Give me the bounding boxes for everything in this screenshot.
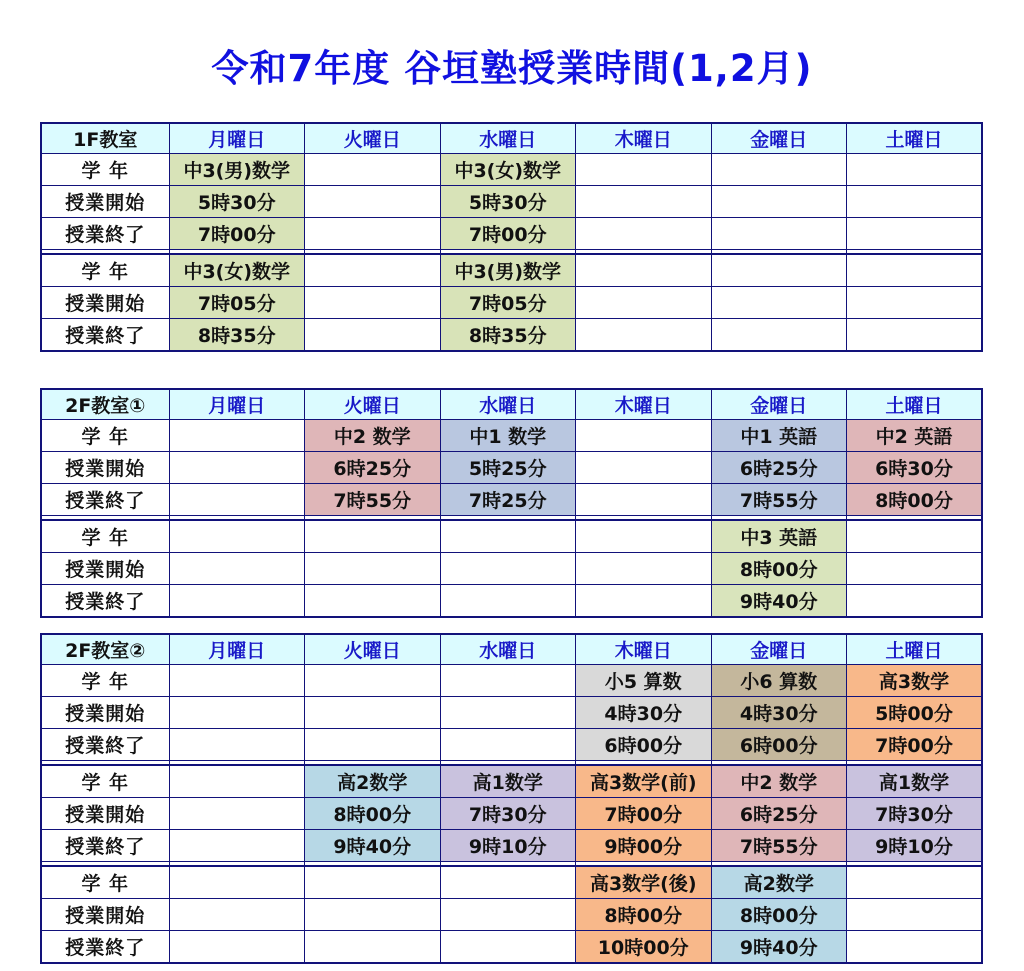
- empty-cell: [305, 866, 441, 899]
- empty-cell: [169, 866, 305, 899]
- empty-cell: [576, 186, 712, 218]
- empty-cell: [169, 697, 305, 729]
- empty-cell: [440, 866, 576, 899]
- start-time-cell: 4時30分: [576, 697, 712, 729]
- room-name: 2F教室②: [41, 634, 169, 665]
- empty-cell: [847, 553, 983, 585]
- empty-cell: [847, 866, 983, 899]
- empty-cell: [576, 420, 712, 452]
- row-label-start: 授業開始: [41, 899, 169, 931]
- empty-cell: [169, 830, 305, 862]
- end-time-cell: 8時35分: [440, 319, 576, 352]
- class-cell: 高3数学(前): [576, 765, 712, 798]
- day-header-fri: 金曜日: [711, 123, 847, 154]
- empty-cell: [305, 287, 441, 319]
- row-label-grade: 学 年: [41, 765, 169, 798]
- row-label-end: 授業終了: [41, 585, 169, 618]
- empty-cell: [576, 484, 712, 516]
- class-cell: 中2 英語: [847, 420, 983, 452]
- empty-cell: [169, 484, 305, 516]
- empty-cell: [576, 520, 712, 553]
- empty-cell: [305, 931, 441, 964]
- day-header-tue: 火曜日: [305, 389, 441, 420]
- page-title: 令和7年度 谷垣塾授業時間(1,2月): [211, 47, 813, 90]
- empty-cell: [440, 697, 576, 729]
- day-header-wed: 水曜日: [440, 634, 576, 665]
- start-time-cell: 7時05分: [440, 287, 576, 319]
- empty-cell: [305, 665, 441, 697]
- empty-cell: [169, 520, 305, 553]
- row-label-grade: 学 年: [41, 420, 169, 452]
- schedule-table-2f-1: [40, 388, 983, 618]
- empty-cell: [169, 665, 305, 697]
- end-time-cell: 7時00分: [169, 218, 305, 250]
- start-row: [41, 697, 982, 729]
- class-cell: 中3(男)数学: [440, 254, 576, 287]
- empty-cell: [305, 899, 441, 931]
- end-time-cell: 7時25分: [440, 484, 576, 516]
- start-time-cell: 8時00分: [576, 899, 712, 931]
- empty-cell: [169, 765, 305, 798]
- day-header-tue: 火曜日: [305, 634, 441, 665]
- end-time-cell: 9時10分: [847, 830, 983, 862]
- start-time-cell: 7時00分: [576, 798, 712, 830]
- end-time-cell: 7時55分: [711, 830, 847, 862]
- empty-cell: [847, 287, 983, 319]
- end-time-cell: 8時00分: [847, 484, 983, 516]
- row-label-end: 授業終了: [41, 729, 169, 761]
- day-header-thu: 木曜日: [576, 389, 712, 420]
- class-cell: 中1 英語: [711, 420, 847, 452]
- empty-cell: [169, 420, 305, 452]
- day-header-thu: 木曜日: [576, 634, 712, 665]
- start-time-cell: 5時30分: [440, 186, 576, 218]
- day-header-sat: 土曜日: [847, 123, 983, 154]
- row-label-end: 授業終了: [41, 319, 169, 352]
- row-label-start: 授業開始: [41, 452, 169, 484]
- grade-row: [41, 765, 982, 798]
- class-cell: 高2数学: [305, 765, 441, 798]
- end-time-cell: 9時00分: [576, 830, 712, 862]
- table-header-row: [41, 634, 982, 665]
- empty-cell: [305, 729, 441, 761]
- class-cell: 中1 数学: [440, 420, 576, 452]
- row-label-grade: 学 年: [41, 665, 169, 697]
- day-header-fri: 金曜日: [711, 634, 847, 665]
- start-time-cell: 5時30分: [169, 186, 305, 218]
- start-time-cell: 8時00分: [711, 899, 847, 931]
- empty-cell: [576, 319, 712, 352]
- class-cell: 中2 数学: [711, 765, 847, 798]
- empty-cell: [576, 452, 712, 484]
- end-time-cell: 9時40分: [305, 830, 441, 862]
- day-header-fri: 金曜日: [711, 389, 847, 420]
- start-time-cell: 5時25分: [440, 452, 576, 484]
- row-label-end: 授業終了: [41, 218, 169, 250]
- class-cell: 小5 算数: [576, 665, 712, 697]
- row-label-start: 授業開始: [41, 186, 169, 218]
- start-row: [41, 287, 982, 319]
- empty-cell: [711, 154, 847, 186]
- empty-cell: [305, 520, 441, 553]
- day-header-tue: 火曜日: [305, 123, 441, 154]
- empty-cell: [440, 553, 576, 585]
- empty-cell: [305, 553, 441, 585]
- empty-cell: [169, 899, 305, 931]
- empty-cell: [440, 899, 576, 931]
- class-cell: 中3(女)数学: [169, 254, 305, 287]
- empty-cell: [305, 186, 441, 218]
- end-time-cell: 9時40分: [711, 931, 847, 964]
- empty-cell: [847, 520, 983, 553]
- row-label-grade: 学 年: [41, 254, 169, 287]
- empty-cell: [169, 553, 305, 585]
- end-row: [41, 729, 982, 761]
- start-time-cell: 7時30分: [847, 798, 983, 830]
- day-header-mon: 月曜日: [169, 123, 305, 154]
- class-cell: 高2数学: [711, 866, 847, 899]
- empty-cell: [305, 697, 441, 729]
- empty-cell: [576, 287, 712, 319]
- empty-cell: [169, 452, 305, 484]
- end-time-cell: 7時00分: [440, 218, 576, 250]
- end-time-cell: 10時00分: [576, 931, 712, 964]
- row-label-start: 授業開始: [41, 697, 169, 729]
- room-name: 1F教室: [41, 123, 169, 154]
- empty-cell: [711, 254, 847, 287]
- start-time-cell: 8時00分: [305, 798, 441, 830]
- empty-cell: [305, 218, 441, 250]
- row-label-start: 授業開始: [41, 287, 169, 319]
- class-cell: 中3(男)数学: [169, 154, 305, 186]
- row-label-grade: 学 年: [41, 154, 169, 186]
- empty-cell: [847, 899, 983, 931]
- empty-cell: [847, 319, 983, 352]
- empty-cell: [711, 287, 847, 319]
- class-cell: 中3 英語: [711, 520, 847, 553]
- row-label-end: 授業終了: [41, 830, 169, 862]
- end-time-cell: 6時00分: [711, 729, 847, 761]
- empty-cell: [440, 585, 576, 618]
- empty-cell: [169, 798, 305, 830]
- start-row: [41, 899, 982, 931]
- table-header-row: [41, 123, 982, 154]
- end-time-cell: 7時55分: [305, 484, 441, 516]
- row-label-grade: 学 年: [41, 866, 169, 899]
- empty-cell: [440, 665, 576, 697]
- empty-cell: [576, 154, 712, 186]
- class-cell: 中2 数学: [305, 420, 441, 452]
- table-header-row: [41, 389, 982, 420]
- start-time-cell: 7時05分: [169, 287, 305, 319]
- empty-cell: [576, 254, 712, 287]
- empty-cell: [847, 254, 983, 287]
- day-header-sat: 土曜日: [847, 634, 983, 665]
- start-row: [41, 452, 982, 484]
- end-time-cell: 9時10分: [440, 830, 576, 862]
- empty-cell: [576, 585, 712, 618]
- start-time-cell: 6時25分: [711, 452, 847, 484]
- row-label-start: 授業開始: [41, 798, 169, 830]
- empty-cell: [440, 931, 576, 964]
- empty-cell: [847, 585, 983, 618]
- start-time-cell: 7時30分: [440, 798, 576, 830]
- end-row: [41, 585, 982, 618]
- empty-cell: [169, 585, 305, 618]
- end-row: [41, 218, 982, 250]
- end-time-cell: 8時35分: [169, 319, 305, 352]
- empty-cell: [169, 729, 305, 761]
- empty-cell: [711, 218, 847, 250]
- empty-cell: [305, 585, 441, 618]
- grade-row: [41, 420, 982, 452]
- empty-cell: [711, 186, 847, 218]
- empty-cell: [440, 520, 576, 553]
- empty-cell: [440, 729, 576, 761]
- row-label-end: 授業終了: [41, 484, 169, 516]
- start-row: [41, 798, 982, 830]
- start-time-cell: 5時00分: [847, 697, 983, 729]
- day-header-wed: 水曜日: [440, 123, 576, 154]
- end-time-cell: 7時00分: [847, 729, 983, 761]
- schedule-table-2f-2: [40, 633, 983, 964]
- empty-cell: [847, 218, 983, 250]
- empty-cell: [847, 154, 983, 186]
- class-cell: 高1数学: [847, 765, 983, 798]
- day-header-wed: 水曜日: [440, 389, 576, 420]
- class-cell: 高3数学: [847, 665, 983, 697]
- end-row: [41, 931, 982, 964]
- empty-cell: [305, 254, 441, 287]
- row-label-start: 授業開始: [41, 553, 169, 585]
- empty-cell: [169, 931, 305, 964]
- class-cell: 小6 算数: [711, 665, 847, 697]
- row-label-grade: 学 年: [41, 520, 169, 553]
- grade-row: [41, 665, 982, 697]
- empty-cell: [576, 218, 712, 250]
- class-cell: 高1数学: [440, 765, 576, 798]
- start-time-cell: 6時25分: [305, 452, 441, 484]
- empty-cell: [847, 186, 983, 218]
- grade-row: [41, 254, 982, 287]
- empty-cell: [711, 319, 847, 352]
- grade-row: [41, 154, 982, 186]
- end-row: [41, 319, 982, 352]
- start-time-cell: 6時25分: [711, 798, 847, 830]
- empty-cell: [305, 154, 441, 186]
- start-time-cell: 6時30分: [847, 452, 983, 484]
- grade-row: [41, 520, 982, 553]
- empty-cell: [847, 931, 983, 964]
- day-header-sat: 土曜日: [847, 389, 983, 420]
- room-name: 2F教室①: [41, 389, 169, 420]
- empty-cell: [305, 319, 441, 352]
- start-row: [41, 553, 982, 585]
- end-time-cell: 7時55分: [711, 484, 847, 516]
- empty-cell: [576, 553, 712, 585]
- schedule-table-1f: [40, 122, 983, 352]
- class-cell: 中3(女)数学: [440, 154, 576, 186]
- day-header-thu: 木曜日: [576, 123, 712, 154]
- class-cell: 高3数学(後): [576, 866, 712, 899]
- end-row: [41, 484, 982, 516]
- end-time-cell: 6時00分: [576, 729, 712, 761]
- start-time-cell: 8時00分: [711, 553, 847, 585]
- day-header-mon: 月曜日: [169, 634, 305, 665]
- start-time-cell: 4時30分: [711, 697, 847, 729]
- day-header-mon: 月曜日: [169, 389, 305, 420]
- start-row: [41, 186, 982, 218]
- end-row: [41, 830, 982, 862]
- end-time-cell: 9時40分: [711, 585, 847, 618]
- grade-row: [41, 866, 982, 899]
- row-label-end: 授業終了: [41, 931, 169, 964]
